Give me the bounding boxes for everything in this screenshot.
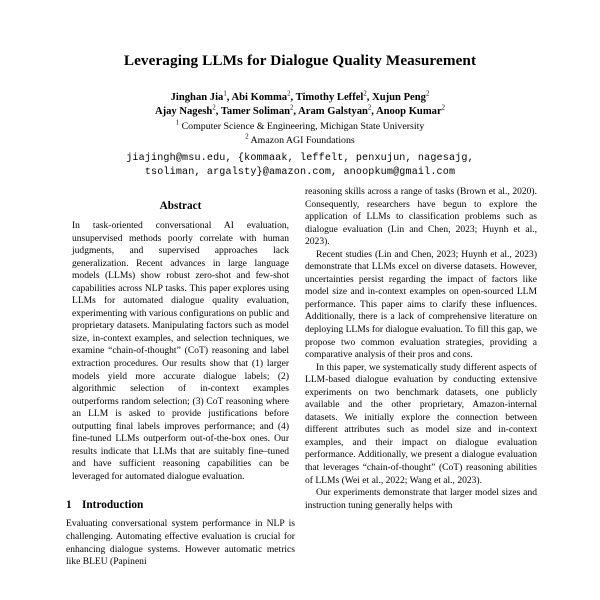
affiliation-line-1: $^1$ Computer Science & Engineering, Michigan State University: [175, 120, 425, 133]
author-name: Anoop Kumar$^2$: [376, 104, 446, 118]
page-title: Leveraging LLMs for Dialogue Quality Measurement: [123, 52, 477, 69]
author-affiliation-marker: 2: [212, 104, 216, 112]
author-list: [0, 91, 600, 119]
right-paragraph-1: reasoning skills across a range of tasks (Brown et al., 2020). Consequently, researchers have begun to explore the application of LLMs to classification problems such as dialogue evaluation (Lin and Chen, 2023; Huynh et al., 2023).: [305, 186, 537, 248]
right-paragraph-3: In this paper, we systematically study different aspects of LLM-based dialogue evaluation by conducting extensive experiments on two benchmark datasets, one publicly available and the other proprietary, Amazon-internal datasets. We initially explore the connection between different attributes such as model size and in-context examples, and their impact on dialogue evaluation performance. Additionally, we present a dialogue evaluation that leverages “chain-of-thought” (CoT) reasoning abilities of LLMs (Wei et al., 2022; Wang et al., 2023).: [305, 361, 537, 486]
abstract-text: In task-oriented conversational AI evaluation, unsupervised methods poorly correlate with human judgments, and supervised approaches lack generalization. Recent advances in large language models (LLMs) show robust zero-shot and few-shot capabilities across NLP tasks. This paper explores using LLMs for automated dialogue quality evaluation, experimenting with various configurations on public and proprietary datasets. Manipulating factors such as model size, in-context examples, and selection techniques, we examine “chain-of-thought” (CoT) reasoning and label extraction procedures. Our results show that (1) larger models yield more accurate dialogue labels; (2) algorithmic selection of in-context examples outperforms random selection; (3) CoT reasoning where an LLM is asked to provide justifications before outputting final labels improves performance; and (4) fine-tuned LLMs outperform out-of-the-box ones. Our results indicate that LLMs that are suitably fine–tuned and have sufficient reasoning capabilities can be leveraged for automated dialogue evaluation.: [72, 220, 289, 482]
section-heading-introduction: [66, 499, 295, 511]
affiliation-marker: 1: [175, 120, 180, 128]
author-name: Tamer Soliman$^2$: [220, 104, 294, 118]
author-affiliation-marker: 2: [425, 90, 430, 98]
right-paragraph-4: Our experiments demonstrate that larger model sizes and instruction tuning generally helps with: [305, 487, 537, 511]
author-name: Xujun Peng$^2$: [372, 90, 430, 103]
section-number: 1: [66, 499, 72, 512]
right-paragraph-2: Recent studies (Lin and Chen, 2023; Huynh et al., 2023) demonstrate that LLMs excel on diverse datasets. However, uncertainties persist regarding the impact of factors like model size and in-context examples on open-sourced LLM performance. This paper aims to clarify these influences. Additionally, there is a lack of comprehensive literature on deploying LLMs for dialogue evaluation. To fill this gap, we propose two common evaluation strategies, providing a comparative analysis of their pros and cons.: [305, 248, 537, 361]
affiliation-list: [0, 120, 600, 146]
author-affiliation-marker: 2: [363, 90, 367, 98]
author-name: Abi Komma$^2$: [231, 90, 291, 103]
right-column: [305, 186, 537, 600]
author-affiliation-marker: 2: [290, 104, 294, 112]
author-affiliation-marker: 2: [441, 104, 446, 112]
author-name: Aram Galstyan$^2$: [298, 104, 372, 118]
author-affiliation-marker: 1: [223, 90, 227, 98]
email-line-2: tsoliman, argalsty}@amazon.com, anoopkum@gmail.com: [144, 167, 456, 179]
author-line-2: Ajay Nagesh$^2$, Tamer Soliman$^2$, Aram Galstyan$^2$, Anoop Kumar$^2$: [154, 104, 446, 118]
author-affiliation-marker: 2: [367, 104, 372, 112]
author-name: Timothy Leffel$^2$: [295, 90, 367, 103]
abstract-heading: Abstract: [159, 200, 202, 212]
left-column: [66, 186, 295, 600]
introduction-paragraph-1: Evaluating conversational system performance in NLP is challenging. Automating effective evaluation is crucial for enhancing dialogue systems. However automatic metrics like BLEU (Papineni: [66, 518, 295, 568]
section-title: Introduction: [82, 499, 144, 512]
email-block: [0, 152, 600, 181]
email-line-1: jiajingh@msu.edu, {kommaak, leffelt, penxujun, nagesajg,: [126, 152, 474, 164]
title-block: [0, 0, 600, 180]
affiliation-marker: 2: [245, 133, 249, 141]
abstract-section: [66, 200, 295, 483]
affiliation-line-2: $^2$ Amazon AGI Foundations: [245, 133, 355, 146]
author-line-1: Jinghan Jia$^1$, Abi Komma$^2$, Timothy Leffel$^2$, Xujun Peng$^2$: [170, 90, 430, 103]
author-name: Jinghan Jia$^1$: [170, 90, 227, 103]
author-name: Ajay Nagesh$^2$: [154, 104, 216, 118]
author-affiliation-marker: 2: [287, 90, 291, 98]
body-columns: [0, 186, 600, 600]
